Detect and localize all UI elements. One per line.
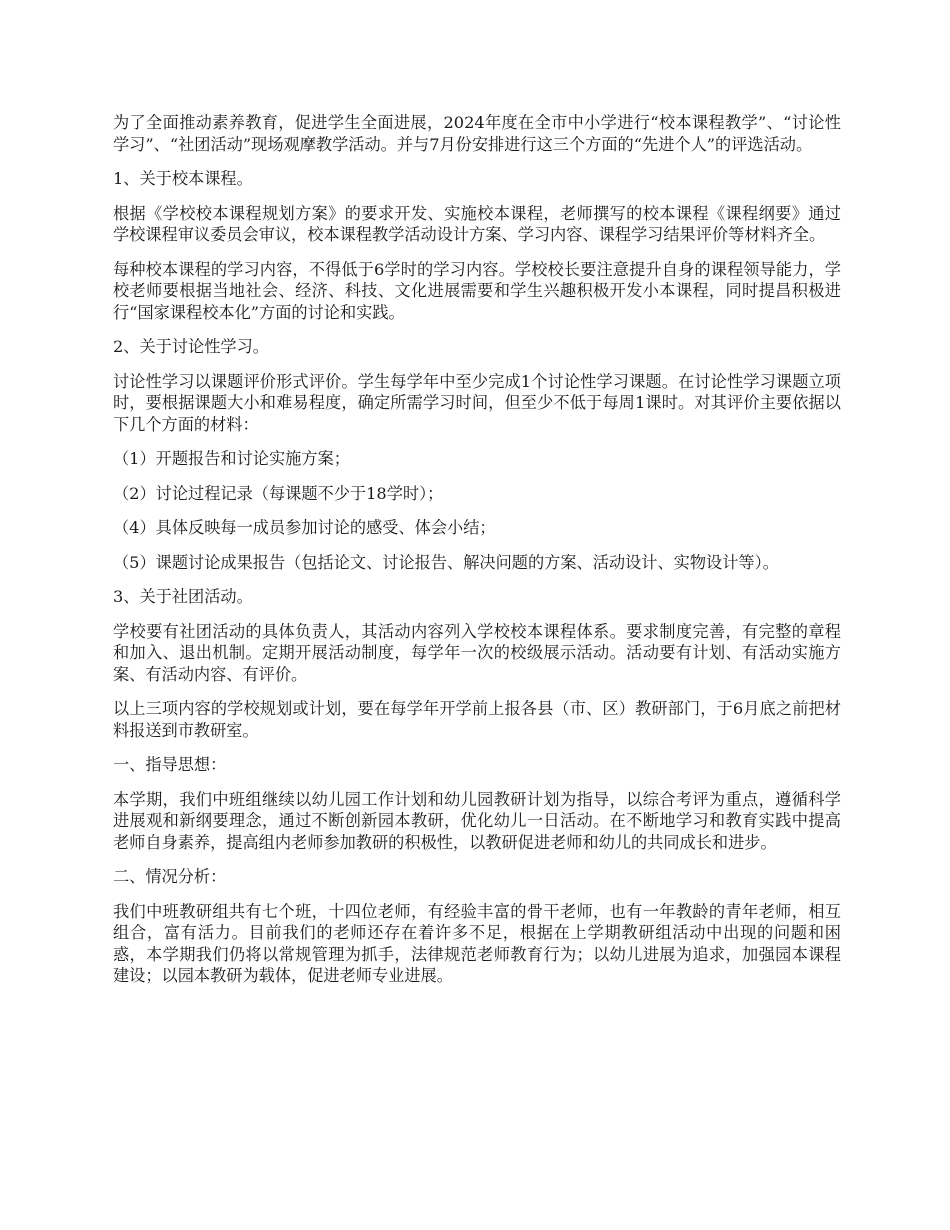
heading-club-activities: 3、关于社团活动。 (113, 587, 253, 606)
list-item-results-report: （5）课题讨论成果报告（包括论文、讨论报告、解决问题的方案、活动设计、实物设计等）。 (113, 552, 779, 572)
heading-school-curriculum: 1、关于校本课程。 (113, 169, 253, 188)
heading-guiding-thought: 一、指导思想： (113, 755, 227, 774)
paragraph-guiding-thought: 本学期，我们中班组继续以幼儿园工作计划和幼儿园教研计划为指导，以综合考评为重点，遵循科学进展观和新纲要理念，通过不断创新园本教研，优化幼儿一日活动。在不断地学习和教育实践中提高老师自身素养，提高组内老师参加教研的积极性，以教研促进老师和幼儿的共同成长和进步。 (113, 789, 841, 852)
paragraph-submission: 以上三项内容的学校规划或计划，要在每学年开学前上报各县（市、区）教研部门，于6月底之前把材料报送到市教研室。 (113, 699, 841, 740)
paragraph-curriculum-hours: 每种校本课程的学习内容，不得低于6学时的学习内容。学校校长要注意提升自身的课程领导能力，学校老师要根据当地社会、经济、科技、文化进展需要和学生兴趣积极开发小本课程，同时提昌积极进行“国家课程校本化”方面的讨论和实践。 (113, 259, 841, 322)
paragraph-situation-analysis: 我们中班教研组共有七个班，十四位老师，有经验丰富的骨干老师，也有一年教龄的青年老师，相互组合，富有活力。目前我们的老师还存在着许多不足，根据在上学期教研组活动中出现的问题和困惑，本学期我们仍将以常规管理为抓手，法律规范老师教育行为；以幼儿进展为追求，加强园本课程建设；以园本教研为载体，促进老师专业进展。 (113, 901, 841, 985)
heading-situation-analysis: 二、情况分析： (113, 867, 227, 886)
heading-inquiry-learning: 2、关于讨论性学习。 (113, 337, 269, 356)
list-item-process-record: （2）讨论过程记录（每课题不少于18学时）； (113, 483, 444, 503)
paragraph-club-requirements: 学校要有社团活动的具体负责人，其活动内容列入学校校本课程体系。要求制度完善，有完整的章程和加入、退出机制。定期开展活动制度，每学年一次的校级展示活动。活动要有计划、有活动实施方案、有活动内容、有评价。 (113, 621, 841, 684)
list-item-proposal: （1）开题报告和讨论实施方案； (113, 449, 350, 468)
list-item-member-reflection: （4）具体反映每一成员参加讨论的感受、体会小结； (113, 518, 496, 537)
paragraph-curriculum-plan: 根据《学校校本课程规划方案》的要求开发、实施校本课程，老师撰写的校本课程《课程纲要》通过学校课程审议委员会审议，校本课程教学活动设计方案、学习内容、课程学习结果评价等材料齐全。 (113, 203, 841, 244)
document-body (113, 112, 841, 1000)
paragraph-inquiry-evaluation: 讨论性学习以课题评价形式评价。学生每学年中至少完成1个讨论性学习课题。在讨论性学习课题立项时，要根据课题大小和难易程度，确定所需学习时间，但至少不低于每周1课时。对其评价主要依据以下几个方面的材料： (113, 371, 841, 434)
paragraph-intro: 为了全面推动素养教育，促进学生全面进展，2024年度在全市中小学进行“校本课程教学”、“讨论性学习”、“社团活动”现场观摩教学活动。并与7月份安排进行这三个方面的“先进个人”的评选活动。 (113, 113, 841, 154)
